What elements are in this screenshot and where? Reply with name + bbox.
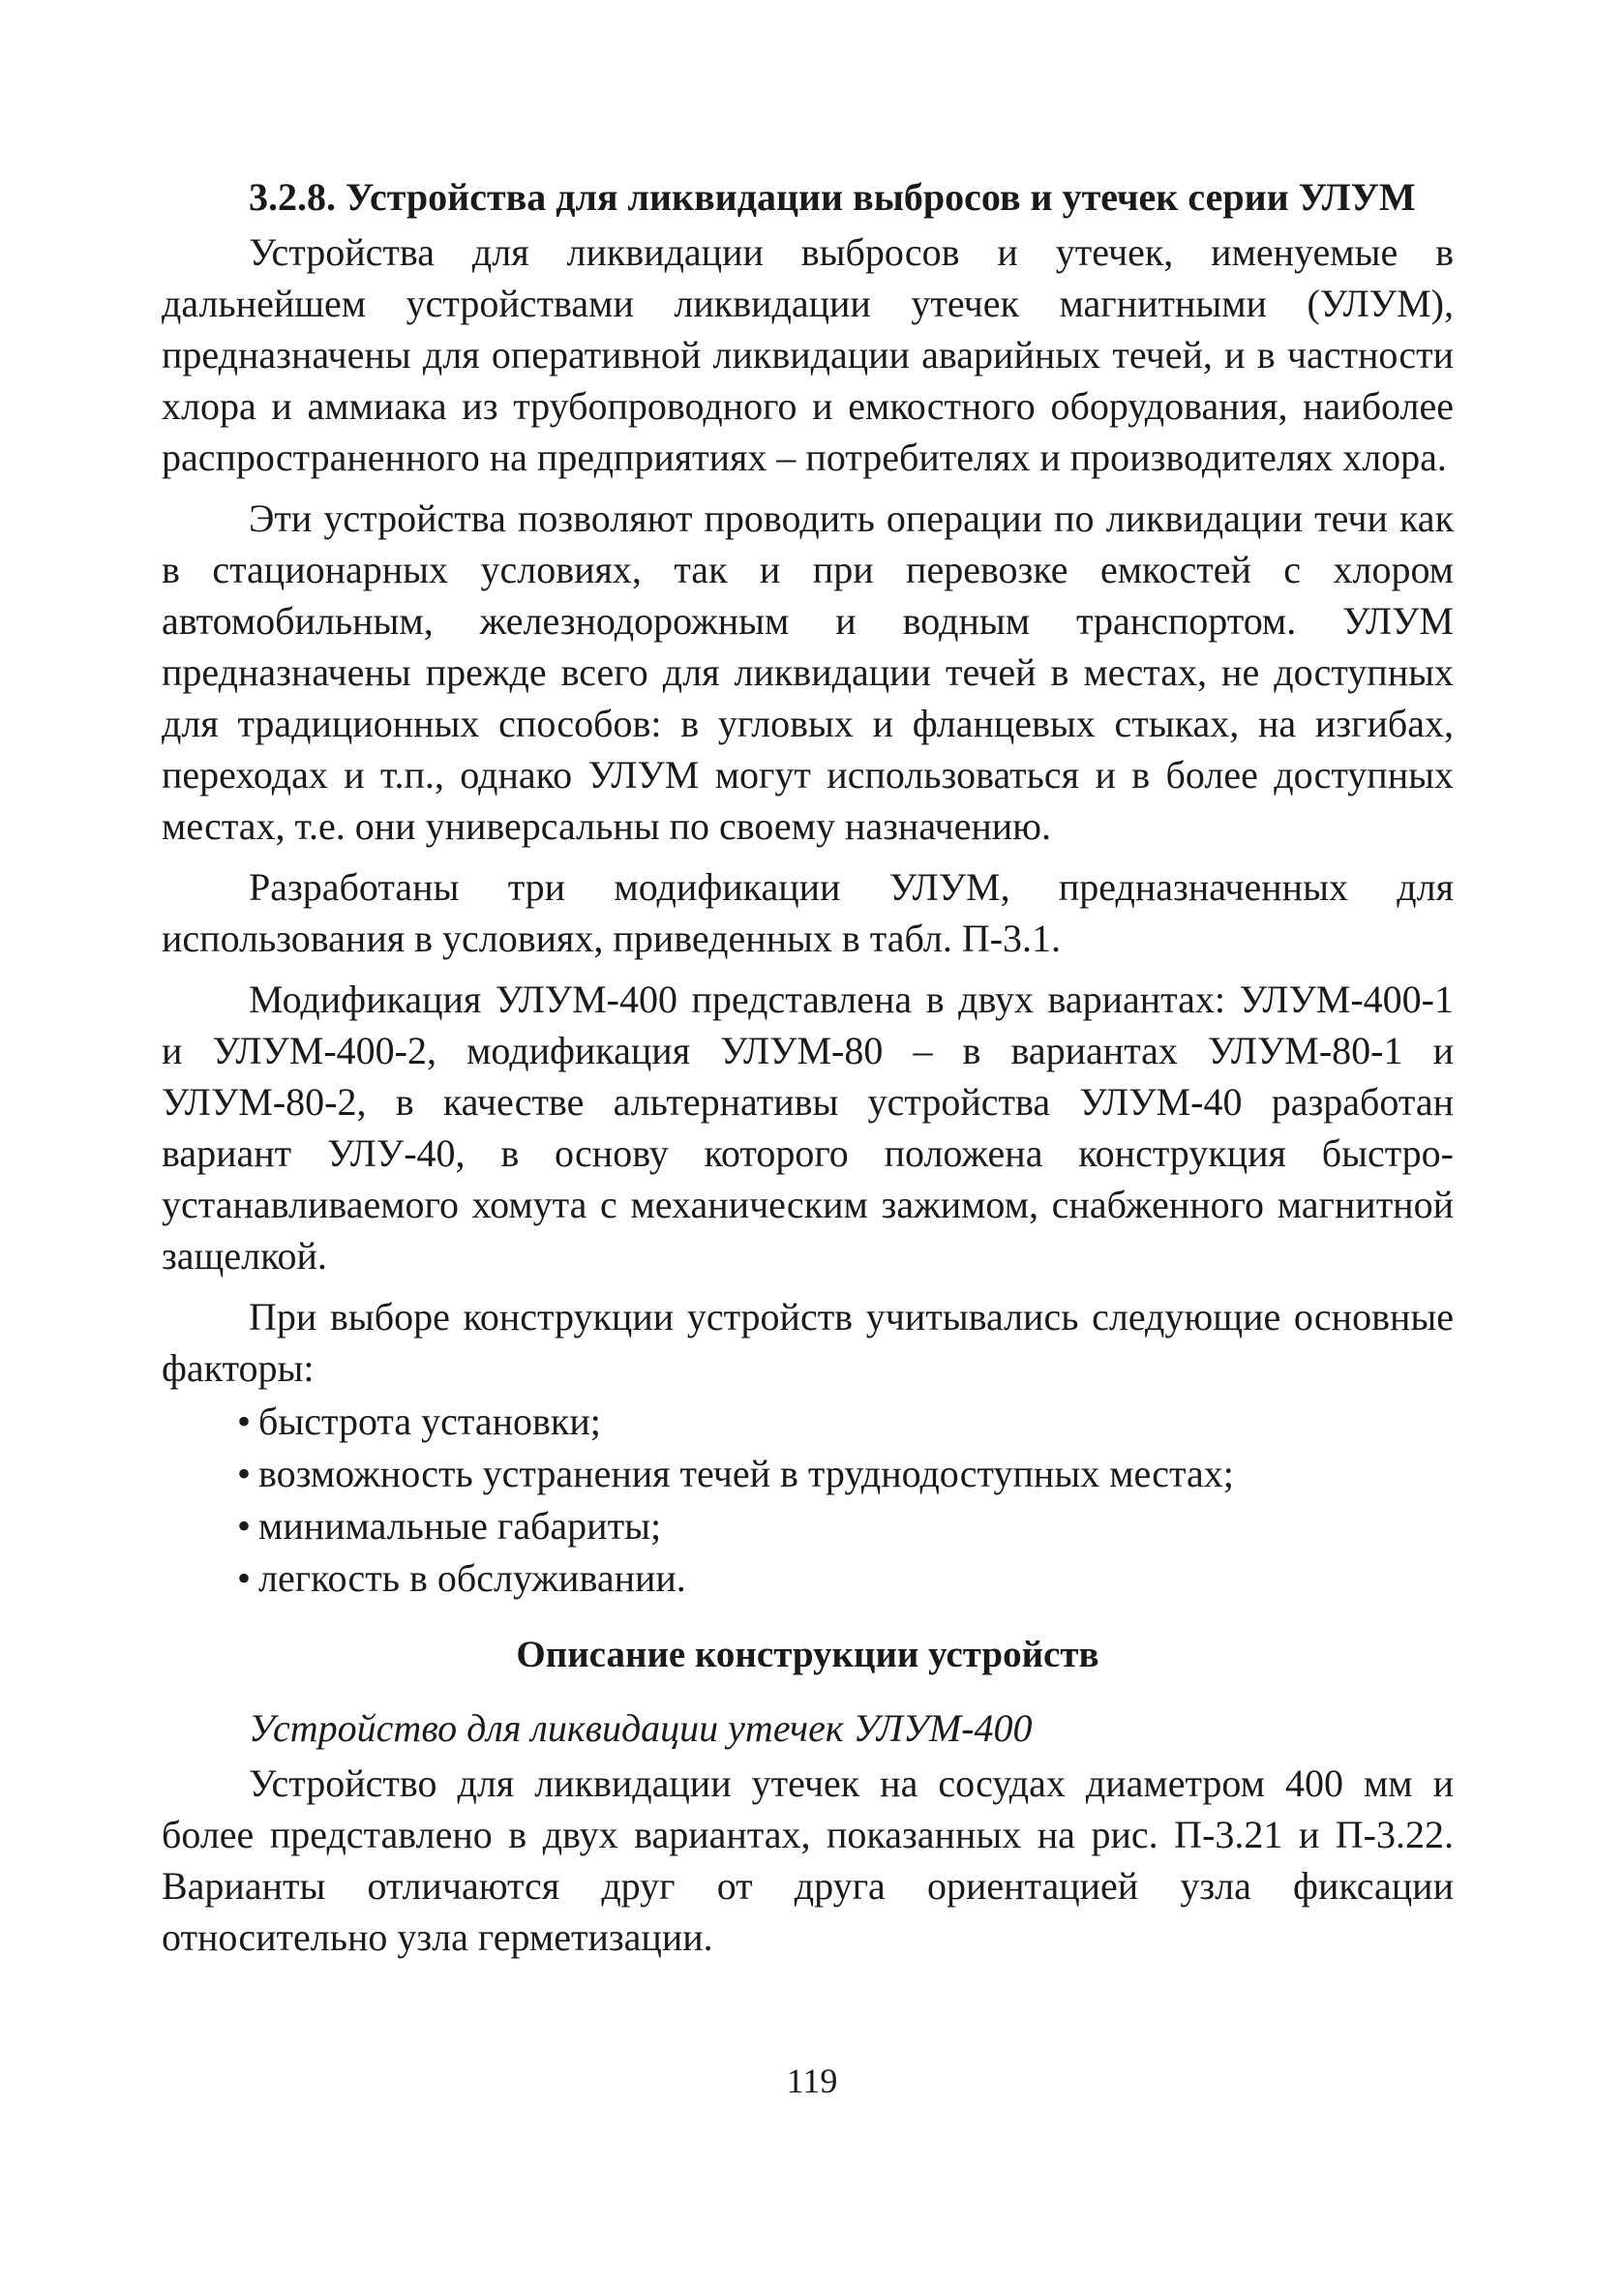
- paragraph-modifications: Разработаны три модификации УЛУМ, предназначенных для использования в условиях, приведенных в табл. П-3.1.: [162, 865, 1454, 960]
- paragraph-factors-intro: При выборе конструкции устройств учитывались следующие основные факторы:: [162, 1295, 1454, 1390]
- list-item: [237, 1448, 1454, 1500]
- list-item: [237, 1500, 1454, 1552]
- bullet-icon: •: [237, 1452, 252, 1495]
- page-number: 119: [786, 2061, 838, 2100]
- page-content: [162, 172, 1454, 1972]
- section-heading: 3.2.8. Устройства для ликвидации выбросов и утечек серии УЛУМ: [249, 175, 1416, 219]
- list-item: [237, 1396, 1454, 1448]
- paragraph-device-description: Устройство для ликвидации утечек на сосудах диаметром 400 мм и более представлено в двух вариантах, показанных на рис. П-3.21 и П-3.22. Варианты отличаются друг от друга ориентацией узла фиксации относительно узла герметизации.: [162, 1761, 1454, 1959]
- bullet-icon: •: [237, 1399, 252, 1443]
- paragraph-usage: Эти устройства позволяют проводить операции по ликвидации течи как в стационарных условиях, так и при перевозке емкостей с хлором автомобильным, железнодорожным и водным транспортом. УЛУМ предназначены прежде всего для ликвидации течей в местах, не доступных для традиционных способов: в угловых и фланцевых стыках, на изгибах, переходах и т.п., однако УЛУМ могут использоваться и в более доступных местах, т.е. они универсальны по своему назначению.: [162, 497, 1454, 848]
- bullet-icon: •: [237, 1556, 252, 1600]
- factors-list: [162, 1396, 1454, 1605]
- paragraph-intro: Устройства для ликвидации выбросов и утечек, именуемые в дальнейшем устройствами ликвидации утечек магнитными (УЛУМ), предназначены для оперативной ликвидации аварийных течей, и в частности хлора и аммиака из трубопроводного и емкостного оборудования, наиболее распространенного на предприятиях – потребителях и производителях хлора.: [162, 230, 1454, 479]
- bullet-icon: •: [237, 1504, 252, 1548]
- list-item-text: минимальные габариты;: [258, 1504, 662, 1548]
- device-title: Устройство для ликвидации утечек УЛУМ-400: [249, 1706, 1033, 1750]
- description-heading: Описание конструкции устройств: [516, 1634, 1099, 1675]
- list-item-text: возможность устранения течей в труднодоступных местах;: [258, 1452, 1234, 1495]
- list-item-text: легкость в обслуживании.: [258, 1556, 686, 1600]
- list-item: [237, 1552, 1454, 1605]
- list-item-text: быстрота установки;: [258, 1399, 601, 1443]
- paragraph-variants: Модификация УЛУМ-400 представлена в двух вариантах: УЛУМ-400-1 и УЛУМ-400-2, модификация УЛУМ-80 – в вариантах УЛУМ-80-1 и УЛУМ-80-2, в качестве альтернативы устройства УЛУМ-40 разработан вариант УЛУ-40, в основу которого положена конструкция быстро-устанавливаемого хомута с механическим зажимом, снабженного магнитной защелкой.: [162, 978, 1454, 1278]
